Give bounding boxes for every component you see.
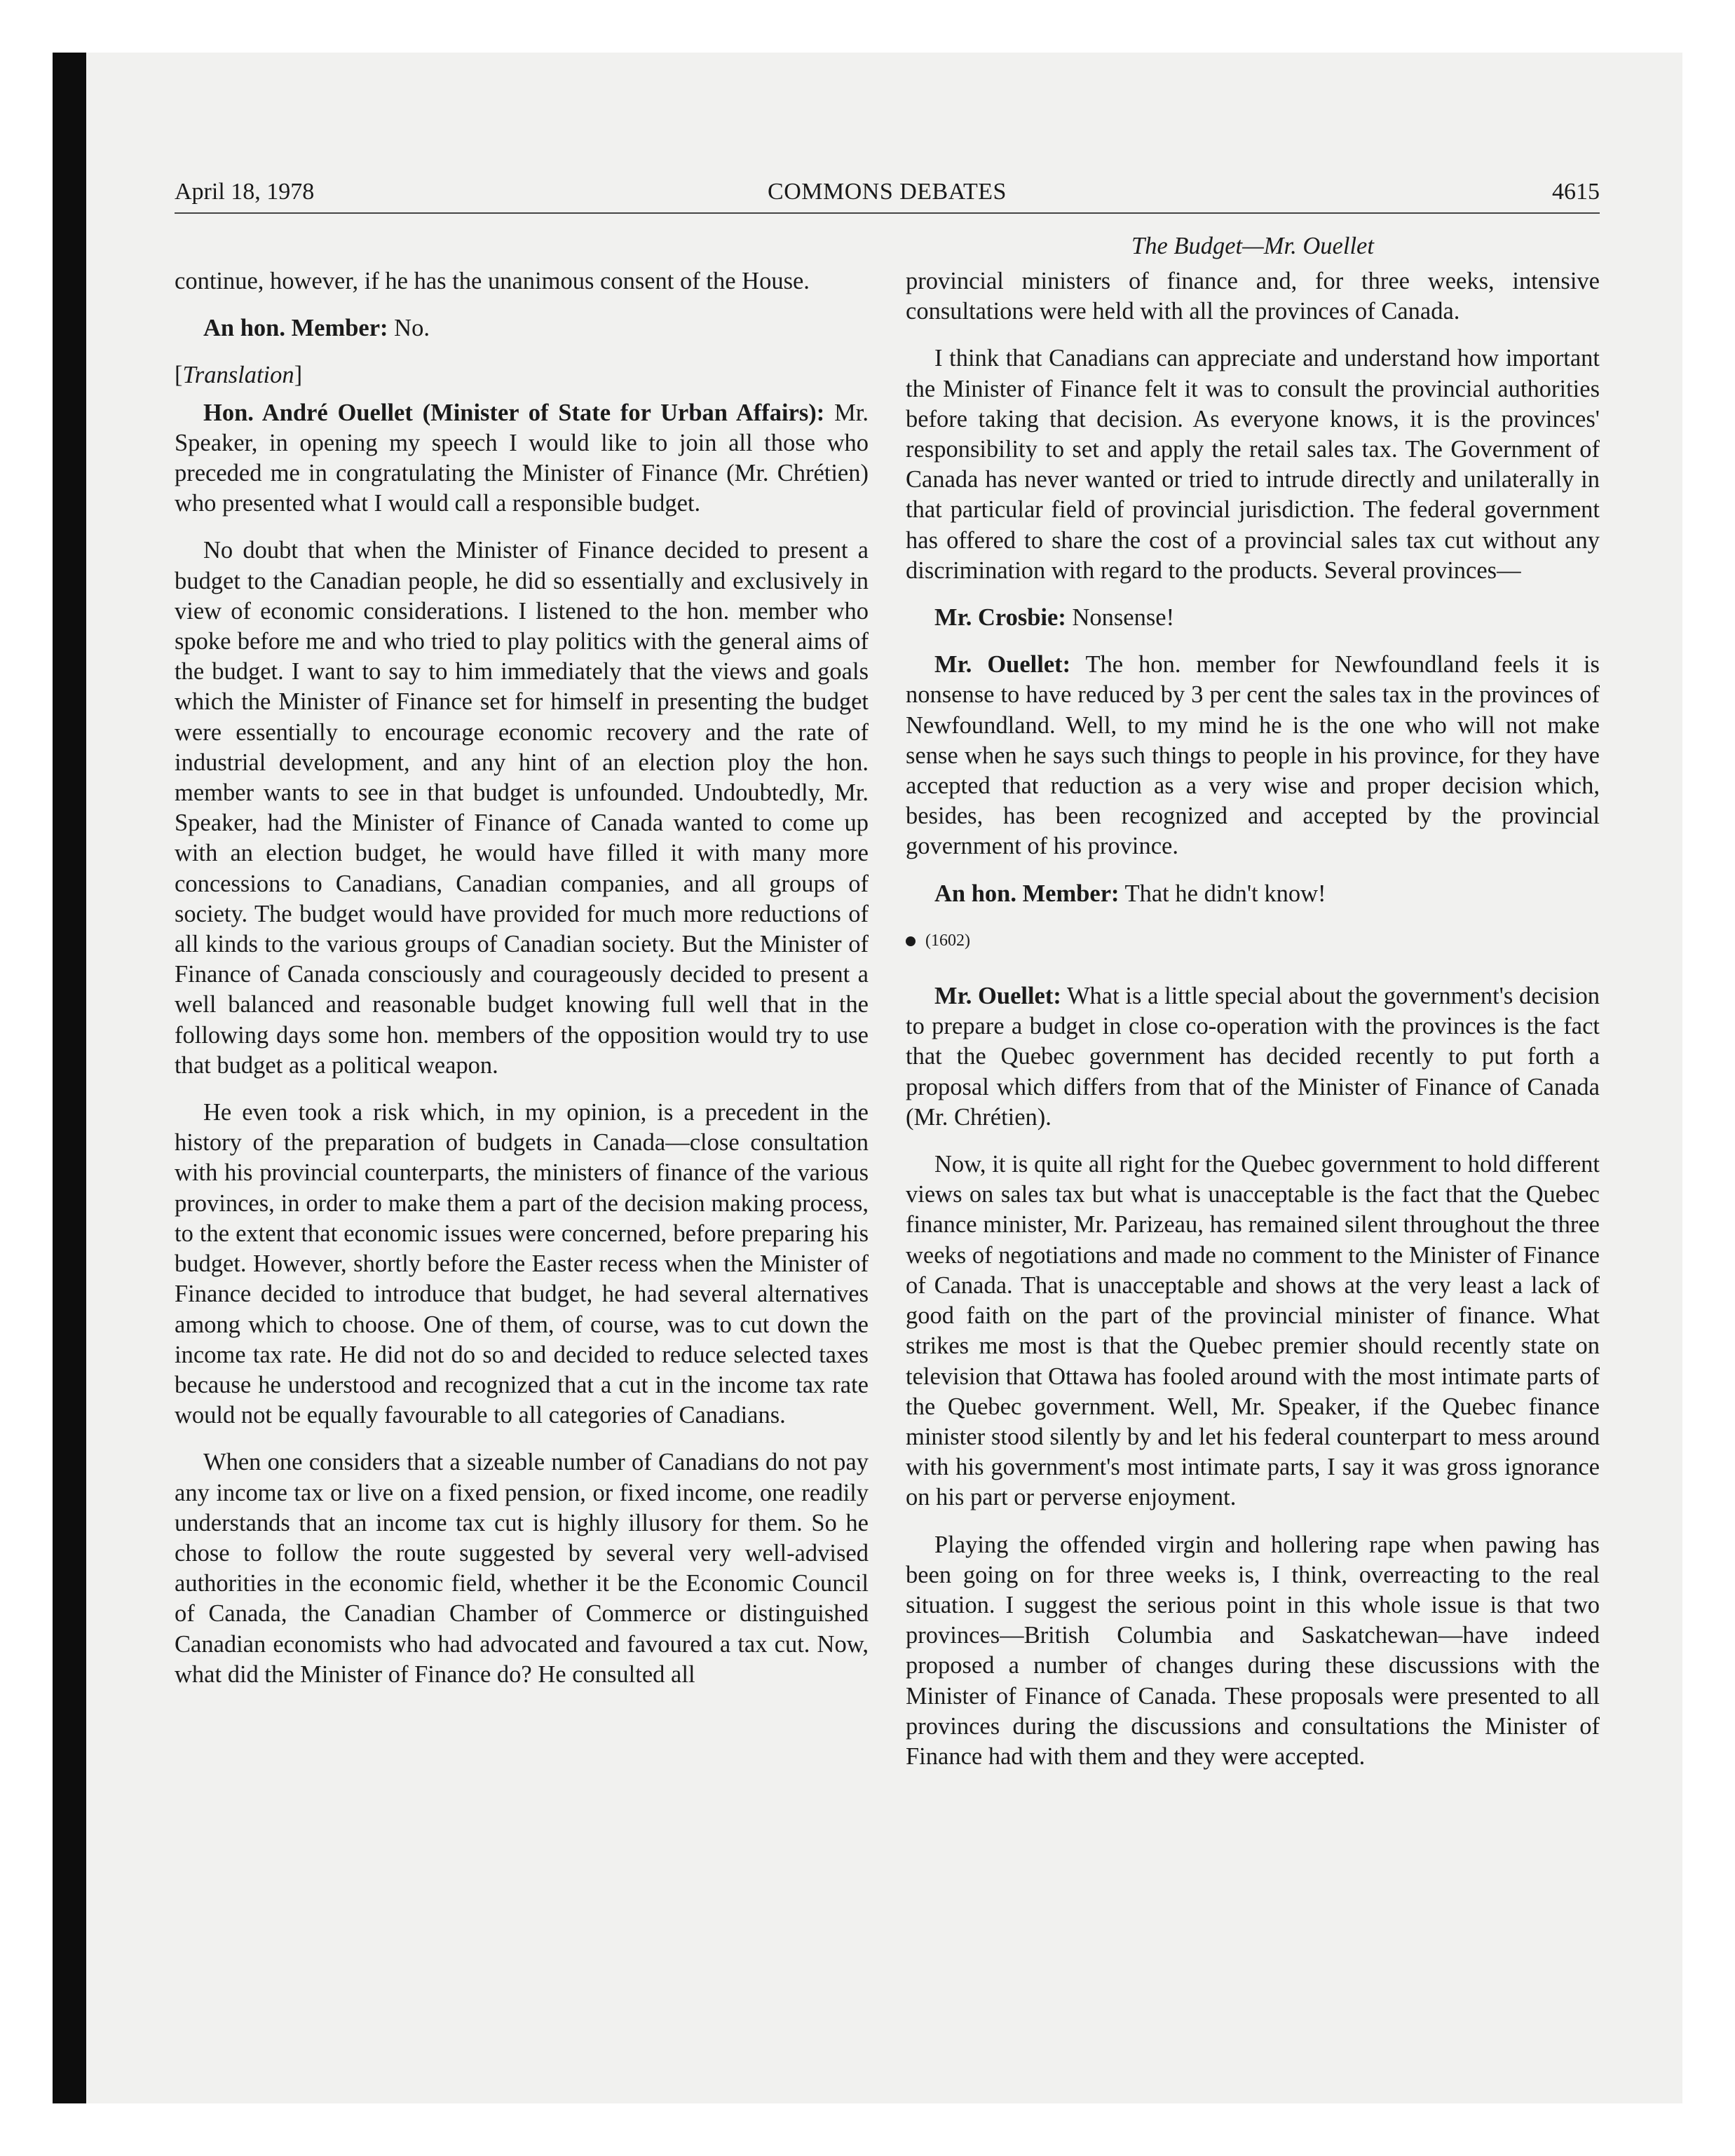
time-marker — [906, 926, 1600, 956]
speaker-name: Mr. Crosbie: — [934, 604, 1066, 632]
translation-note: [Translation] — [175, 362, 303, 389]
paragraph: He even took a risk which, in my opinion, is a precedent in the history of the preparation of budgets in Canada—close consultation with his provincial counterparts, the ministers of finance of the various provinces, in order to make them a part of the decision making process, to the extent that economic issues were concerned, before preparing his budget. However, shortly before the Easter recess when the Minister of Finance decided to introduce that budget, he had several alternatives among which to choose. One of them, of course, was to cut down the income tax rate. He did not do so and decided to reduce selected taxes because he understood and recognized that a cut in the income tax rate would not be equally favourable to all categories of Canadians. — [175, 1099, 869, 1429]
page-header — [175, 179, 1600, 214]
paragraph — [175, 313, 869, 343]
running-head: The Budget—Mr. Ouellet — [1131, 233, 1374, 259]
speech-text: That he didn't know! — [1119, 880, 1326, 907]
speech-text: Mr. Speaker, in opening my speech I would like to join all those who preceded me in congratulating the Minister of Finance (Mr. Chrétien) who presented what I would call a responsible budget. — [175, 399, 869, 517]
header-date: April 18, 1978 — [175, 179, 315, 205]
speech-text: Nonsense! — [1066, 604, 1175, 632]
paragraph: Playing the offended virgin and hollering rape when pawing has been going on for three weeks is, I think, overreacting to the real situation. I suggest the serious point in this whole issue is that two provinces—British Columbia and Saskatchewan—have indeed proposed a number of changes during these discussions with the Minister of Finance of Canada. These proposals were presented to all provinces during the discussions and consultations the Minister of Finance had with them and they were accepted. — [906, 1531, 1600, 1770]
speaker-name: Mr. Ouellet: — [934, 651, 1071, 678]
paragraph: No doubt that when the Minister of Finance decided to present a budget to the Canadian people, he did so essentially and exclusively in view of economic considerations. I listened to the hon. member who spoke before me and who tried to play politics with the general aims of the budget. I want to say to him immediately that the views and goals which the Minister of Finance set for himself in presenting the budget were essentially to encourage economic recovery and the rate of industrial development, and any hint of an election ploy the hon. member wants to see in that budget is unfounded. Undoubtedly, Mr. Speaker, had the Minister of Finance of Canada wanted to come up with an election budget, he would have filled it with many more concessions to Canadians, Canadian companies, and all groups of society. The budget would have provided for much more reductions of all kinds to the various groups of Canadian society. But the Minister of Finance of Canada consciously and courageously decided to present a well balanced and reasonable budget knowing full well that in the following days some hon. members of the opposition would try to use that budget as a political weapon. — [175, 537, 869, 1079]
right-column — [906, 266, 1600, 1789]
header-publication: COMMONS DEBATES — [768, 179, 1007, 205]
speech-text: No. — [388, 315, 430, 342]
translation-label: Translation — [182, 362, 294, 389]
speech-text: The hon. member for Newfoundland feels it is nonsense to have reduced by 3 per cent the sales tax in the provinces of Newfoundland. Well, to my mind he is the one who will not make sense when he says such things to people in his province, for they have accepted that reduction as a very wise and proper decision which, besides, has been recognized and accepted by the provincial government of his province. — [906, 651, 1600, 860]
binding-shadow — [53, 53, 86, 2103]
speaker-name: Hon. André Ouellet (Minister of State for Urban Affairs): — [203, 399, 825, 426]
bullet-icon — [906, 936, 916, 946]
paragraph — [175, 398, 869, 519]
speaker-name: Mr. Ouellet: — [934, 983, 1061, 1010]
paragraph — [906, 650, 1600, 861]
paragraph — [906, 603, 1600, 633]
paragraph: provincial ministers of finance and, for three weeks, intensive consultations were held with all the provinces of Canada. — [906, 268, 1600, 325]
paragraph: Now, it is quite all right for the Quebec government to hold different views on sales tax but what is unacceptable is the fact that the Quebec finance minister, Mr. Parizeau, has remained silent throughout the three weeks of negotiations and made no comment to the Minister of Finance of Canada. That is unacceptable and shows at the very least a lack of good faith on the part of the provincial minister of finance. What strikes me most is that the Quebec premier should recently state on television that Ottawa has fooled around with the most intimate parts of the Quebec government. Well, Mr. Speaker, if the Quebec finance minister stood silently by and let his federal counterpart to mess around with his government's most intimate parts, I say it was gross ignorance on his part or perverse enjoyment. — [906, 1151, 1600, 1511]
left-column — [175, 266, 869, 1707]
speaker-name: An hon. Member: — [203, 315, 388, 342]
paragraph: continue, however, if he has the unanimous consent of the House. — [175, 268, 810, 294]
speaker-name: An hon. Member: — [934, 880, 1120, 907]
paragraph: When one considers that a sizeable number of Canadians do not pay any income tax or live on a fixed pension, or fixed income, one readily understands that an income tax cut is highly illusory for them. So he chose to follow the route suggested by several very well-advised authorities in the economic field, whether it be the Economic Council of Canada, the Canadian Chamber of Commerce or distinguished Canadian economists who had advocated and favoured a tax cut. Now, what did the Minister of Finance do? He consulted all — [175, 1449, 869, 1688]
paragraph — [906, 879, 1600, 909]
time-marker-text: (1602) — [925, 931, 970, 950]
header-page-number: 4615 — [1552, 179, 1600, 205]
paragraph — [906, 981, 1600, 1133]
paragraph: I think that Canadians can appreciate and understand how important the Minister of Finance felt it was to consult the provincial authorities before taking that decision. As everyone knows, it is the provinces' responsibility to set and apply the retail sales tax. The Government of Canada has never wanted or tried to intrude directly and unilaterally in that particular field of provincial jurisdiction. The federal government has offered to share the cost of a provincial sales tax cut without any discrimination with regard to the products. Several provinces— — [906, 345, 1600, 584]
speech-text: What is a little special about the government's decision to prepare a budget in close co-operation with the provinces is the fact that the Quebec government has decided recently to put forth a proposal which differs from that of the Minister of Finance of Canada (Mr. Chrétien). — [906, 983, 1600, 1131]
